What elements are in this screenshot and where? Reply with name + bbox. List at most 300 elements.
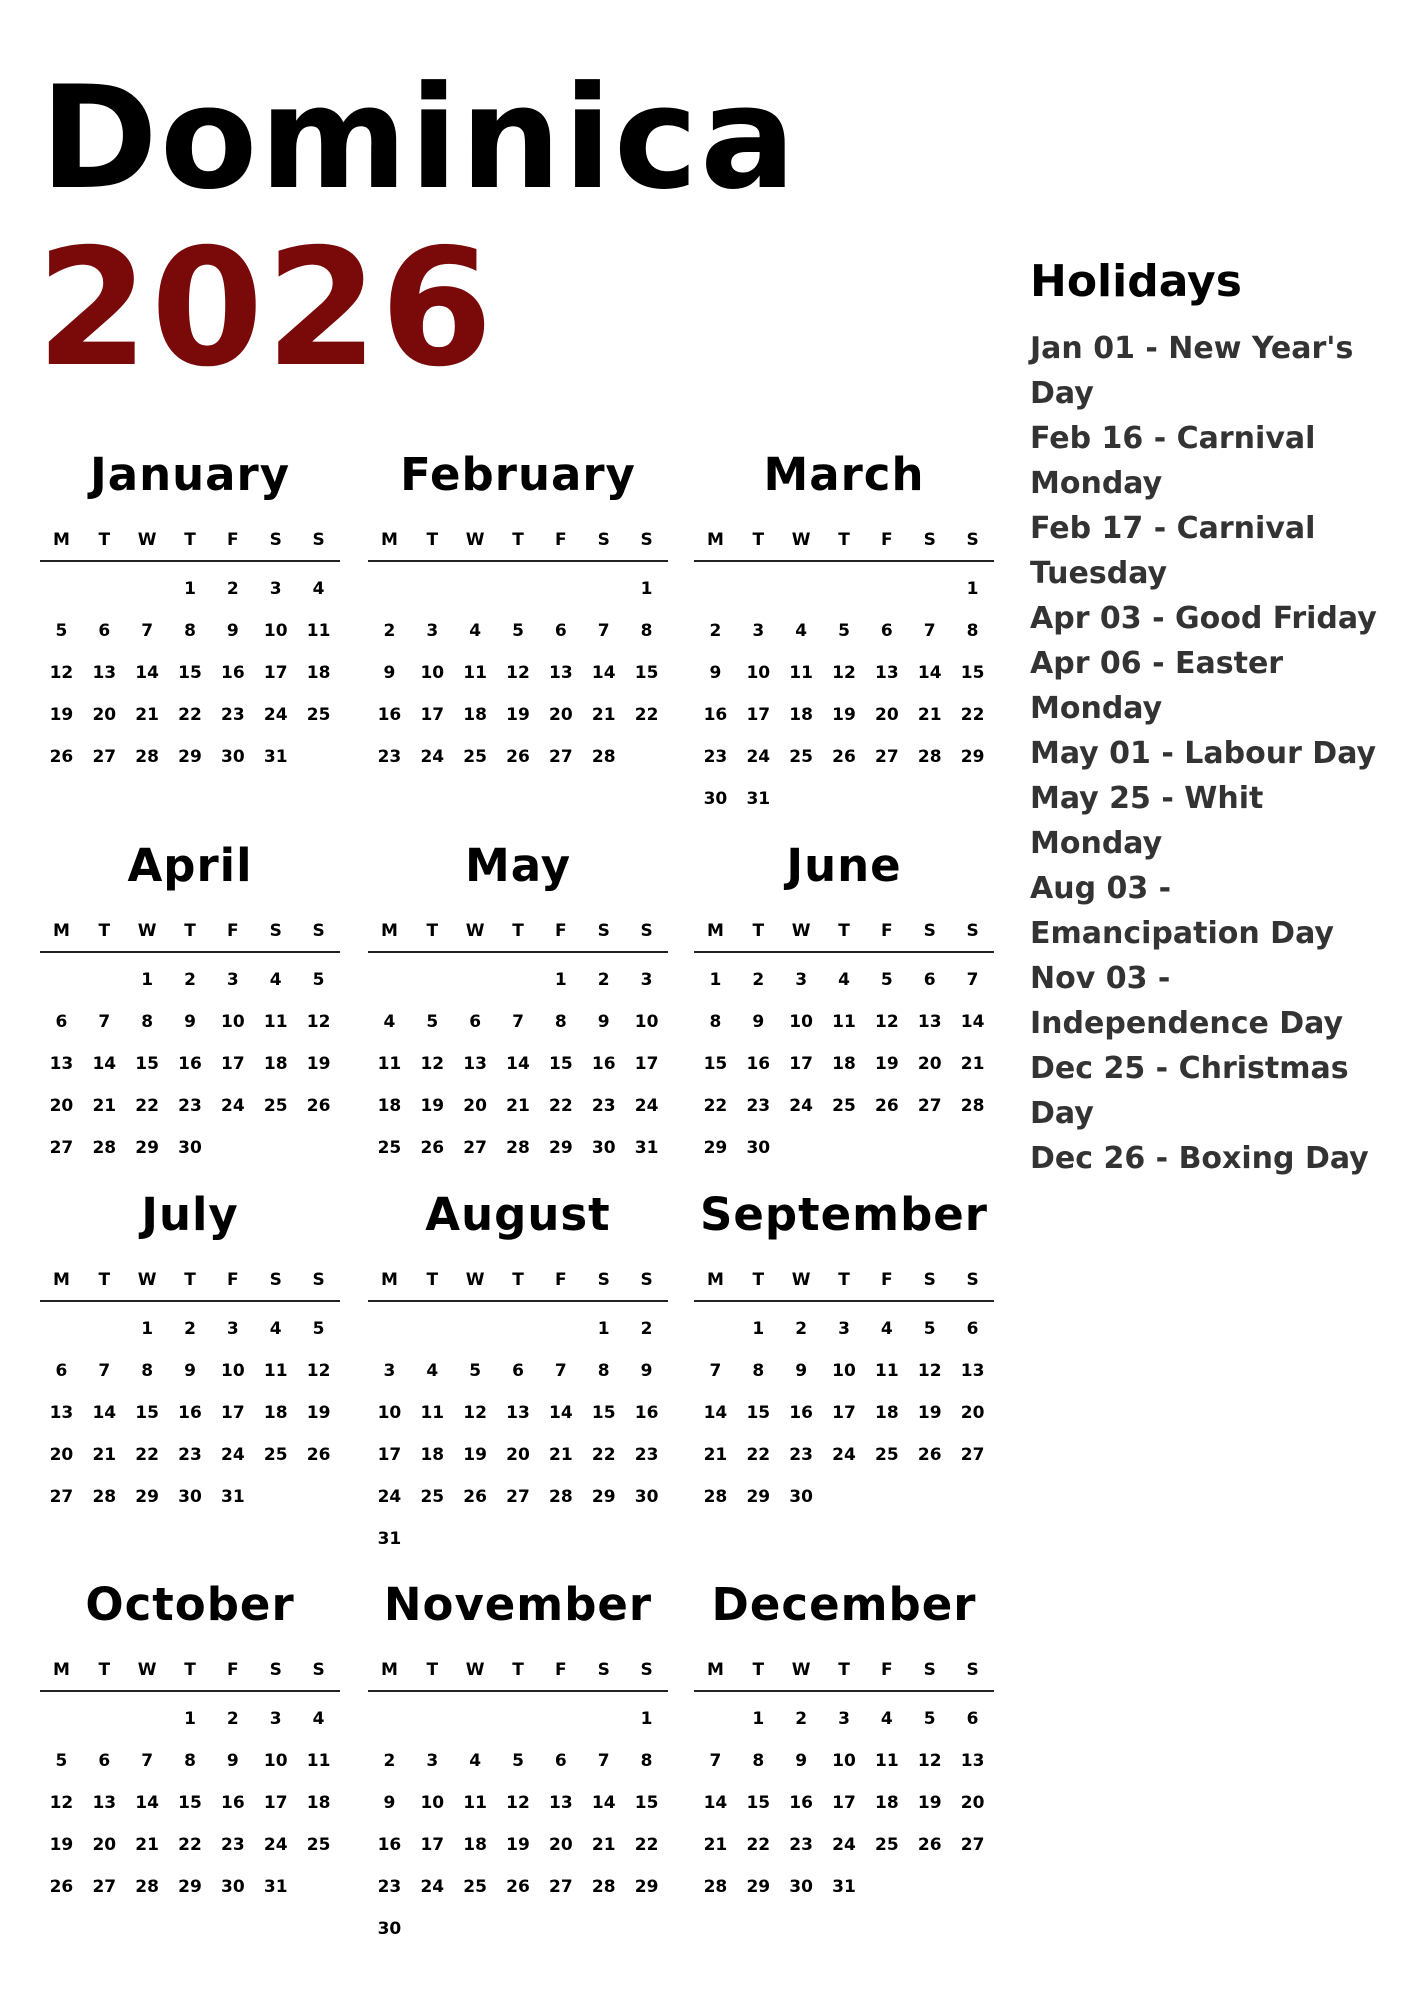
day-cell: 20 [92, 705, 117, 725]
day-cell: 16 [221, 663, 245, 683]
day-cell: 21 [92, 1096, 117, 1116]
day-cell: 4 [469, 1751, 482, 1771]
day-cell: 9 [597, 1012, 610, 1032]
day-cell: 13 [960, 1361, 985, 1381]
day-cell: 9 [226, 621, 239, 641]
weekday-header [368, 1270, 668, 1302]
day-cell: 28 [703, 1877, 728, 1897]
weekday-label: S [640, 1270, 653, 1290]
day-cell: 13 [875, 663, 899, 683]
weekday-header [694, 1660, 994, 1692]
day-cell: 15 [178, 1793, 202, 1813]
weekday-header [694, 921, 994, 953]
weekday-label: F [881, 530, 893, 550]
day-cell: 22 [960, 705, 985, 725]
weekday-label: S [269, 530, 282, 550]
day-cell: 2 [795, 1319, 808, 1339]
weekday-label: S [597, 1660, 610, 1680]
weekday-label: W [791, 921, 811, 941]
day-cell: 4 [469, 621, 482, 641]
day-cell: 24 [221, 1096, 245, 1116]
day-cell: 2 [184, 970, 196, 990]
day-cell: 3 [426, 1751, 439, 1771]
day-grid [40, 568, 340, 778]
weekday-label: T [838, 530, 850, 550]
day-cell: 16 [789, 1793, 813, 1813]
weekday-label: T [838, 1660, 850, 1680]
day-cell: 18 [263, 1054, 288, 1074]
month-name: August [425, 1188, 611, 1241]
day-cell: 6 [966, 1709, 979, 1729]
day-cell: 5 [512, 1751, 524, 1771]
day-cell: 7 [98, 1361, 111, 1381]
day-cell: 29 [591, 1487, 616, 1507]
day-cell: 28 [917, 747, 942, 767]
day-cell: 30 [746, 1138, 771, 1158]
weekday-label: W [465, 1270, 485, 1290]
day-cell: 30 [703, 789, 728, 809]
day-cell: 13 [549, 663, 573, 683]
day-cell: 16 [703, 705, 728, 725]
day-cell: 19 [917, 1403, 942, 1423]
day-cell: 22 [634, 705, 659, 725]
day-cell: 7 [923, 621, 936, 641]
day-cell: 15 [549, 1054, 573, 1074]
day-cell: 20 [960, 1793, 985, 1813]
weekday-label: F [555, 921, 567, 941]
day-cell: 23 [377, 1877, 402, 1897]
month-name: December [711, 1578, 977, 1631]
day-cell: 29 [634, 1877, 659, 1897]
day-cell: 10 [420, 1793, 445, 1813]
day-cell: 12 [463, 1403, 487, 1423]
day-cell: 13 [92, 1793, 117, 1813]
day-cell: 8 [752, 1361, 765, 1381]
weekday-label: S [597, 530, 610, 550]
day-grid [694, 1308, 994, 1518]
weekday-label: T [752, 530, 765, 550]
day-cell: 8 [709, 1012, 722, 1032]
day-cell: 13 [960, 1751, 985, 1771]
day-cell: 16 [634, 1403, 659, 1423]
weekday-label: S [312, 530, 325, 550]
day-cell: 14 [591, 663, 616, 683]
day-cell: 13 [549, 1793, 573, 1813]
day-cell: 28 [960, 1096, 985, 1116]
day-cell: 5 [923, 1319, 936, 1339]
day-cell: 19 [917, 1793, 942, 1813]
month-january [40, 448, 340, 778]
weekday-label: T [512, 530, 524, 550]
day-cell: 1 [597, 1319, 610, 1339]
day-cell: 22 [135, 1096, 159, 1116]
day-cell: 20 [49, 1445, 74, 1465]
day-cell: 25 [875, 1835, 899, 1855]
month-name: February [400, 448, 636, 501]
day-cell: 30 [591, 1138, 616, 1158]
day-cell: 9 [184, 1012, 196, 1032]
day-cell: 1 [184, 1709, 196, 1729]
day-cell: 16 [178, 1403, 202, 1423]
day-cell: 23 [178, 1096, 202, 1116]
day-cell: 6 [966, 1319, 979, 1339]
day-cell: 27 [960, 1445, 985, 1465]
day-cell: 16 [221, 1793, 245, 1813]
weekday-header [40, 1660, 340, 1692]
day-cell: 22 [178, 705, 202, 725]
day-cell: 22 [591, 1445, 616, 1465]
weekday-label: S [966, 921, 979, 941]
day-cell: 21 [703, 1835, 728, 1855]
day-cell: 24 [263, 705, 288, 725]
day-cell: 25 [263, 1096, 288, 1116]
day-cell: 10 [746, 663, 771, 683]
day-cell: 10 [263, 1751, 288, 1771]
day-cell: 28 [703, 1487, 728, 1507]
day-cell: 21 [960, 1054, 985, 1074]
day-cell: 2 [795, 1709, 808, 1729]
day-cell: 27 [506, 1487, 530, 1507]
month-december [694, 1578, 994, 1908]
day-cell: 19 [463, 1445, 487, 1465]
weekday-label: F [227, 1660, 239, 1680]
day-cell: 6 [55, 1012, 68, 1032]
weekday-label: S [640, 921, 653, 941]
holiday-item: Dec 26 - Boxing Day [1030, 1141, 1369, 1177]
month-august [368, 1188, 668, 1560]
month-june [694, 839, 994, 1169]
weekday-label: T [838, 1270, 850, 1290]
day-cell: 17 [221, 1403, 245, 1423]
day-cell: 7 [98, 1012, 111, 1032]
day-cell: 7 [709, 1751, 722, 1771]
day-grid [368, 1698, 668, 1950]
month-name: June [786, 839, 902, 892]
day-cell: 31 [221, 1487, 245, 1507]
day-cell: 19 [832, 705, 856, 725]
day-cell: 27 [463, 1138, 487, 1158]
holiday-item: Feb 17 - Carnival Tuesday [1030, 511, 1316, 592]
day-cell: 23 [591, 1096, 616, 1116]
weekday-label: T [838, 921, 850, 941]
day-cell: 18 [463, 1835, 487, 1855]
day-cell: 16 [789, 1403, 813, 1423]
weekday-label: T [752, 921, 765, 941]
weekday-label: T [512, 1270, 524, 1290]
day-cell: 3 [640, 970, 653, 990]
day-cell: 10 [832, 1361, 856, 1381]
day-cell: 13 [917, 1012, 942, 1032]
day-cell: 6 [98, 621, 111, 641]
day-cell: 25 [306, 1835, 331, 1855]
day-cell: 23 [377, 747, 402, 767]
weekday-label: T [426, 530, 439, 550]
day-cell: 6 [512, 1361, 524, 1381]
weekday-label: S [640, 530, 653, 550]
month-name: April [127, 839, 253, 892]
day-cell: 5 [312, 970, 325, 990]
day-cell: 12 [420, 1054, 445, 1074]
day-cell: 1 [184, 579, 196, 599]
day-cell: 16 [377, 1835, 402, 1855]
day-cell: 3 [838, 1709, 850, 1729]
month-name: November [383, 1578, 653, 1631]
day-cell: 18 [875, 1793, 899, 1813]
day-cell: 19 [506, 1835, 530, 1855]
day-cell: 25 [306, 705, 331, 725]
weekday-label: M [706, 1660, 724, 1680]
day-cell: 6 [98, 1751, 111, 1771]
holidays-panel [1030, 258, 1390, 1181]
weekday-label: T [184, 1660, 196, 1680]
day-cell: 8 [752, 1751, 765, 1771]
day-cell: 22 [703, 1096, 728, 1116]
holiday-item: Apr 06 - Easter Monday [1030, 646, 1284, 727]
weekday-label: S [312, 1270, 325, 1290]
holiday-item: Jan 01 - New Year's Day [1030, 331, 1354, 412]
day-cell: 1 [640, 1709, 653, 1729]
day-cell: 1 [141, 970, 154, 990]
weekday-header [40, 530, 340, 562]
day-cell: 10 [221, 1012, 245, 1032]
day-cell: 18 [875, 1403, 899, 1423]
month-name: May [464, 839, 572, 892]
day-cell: 3 [795, 970, 808, 990]
day-cell: 10 [377, 1403, 402, 1423]
day-cell: 9 [383, 1793, 396, 1813]
day-cell: 12 [832, 663, 856, 683]
day-cell: 18 [263, 1403, 288, 1423]
day-cell: 31 [263, 1877, 288, 1897]
holiday-item: Feb 16 - Carnival Monday [1030, 421, 1316, 502]
day-cell: 4 [269, 970, 282, 990]
day-cell: 6 [55, 1361, 68, 1381]
weekday-label: W [465, 530, 485, 550]
day-cell: 8 [640, 1751, 653, 1771]
day-cell: 16 [377, 705, 402, 725]
day-cell: 19 [506, 705, 530, 725]
weekday-label: T [512, 1660, 524, 1680]
day-cell: 21 [917, 705, 942, 725]
day-cell: 30 [377, 1919, 402, 1939]
day-cell: 1 [752, 1709, 765, 1729]
weekday-label: F [881, 1660, 893, 1680]
month-name: July [141, 1188, 239, 1241]
holiday-list [1030, 326, 1390, 1181]
day-cell: 27 [92, 1877, 117, 1897]
day-cell: 28 [135, 747, 159, 767]
day-cell: 28 [549, 1487, 573, 1507]
day-cell: 23 [634, 1445, 659, 1465]
day-cell: 29 [135, 1487, 159, 1507]
weekday-label: W [137, 1270, 157, 1290]
weekday-label: S [312, 1660, 325, 1680]
day-cell: 24 [832, 1835, 856, 1855]
day-cell: 9 [709, 663, 722, 683]
day-cell: 18 [463, 705, 487, 725]
weekday-label: M [380, 1270, 398, 1290]
day-cell: 12 [49, 663, 74, 683]
month-october [40, 1578, 340, 1908]
weekday-label: S [923, 1660, 936, 1680]
weekday-header [368, 921, 668, 953]
day-cell: 17 [789, 1054, 813, 1074]
day-cell: 3 [838, 1319, 850, 1339]
day-cell: 4 [269, 1319, 282, 1339]
day-cell: 26 [832, 747, 856, 767]
day-grid [694, 959, 994, 1169]
day-cell: 5 [923, 1709, 936, 1729]
day-cell: 18 [306, 1793, 331, 1813]
day-cell: 14 [92, 1403, 117, 1423]
day-cell: 8 [141, 1361, 154, 1381]
weekday-label: T [426, 1270, 439, 1290]
day-cell: 17 [832, 1793, 856, 1813]
weekday-label: W [137, 1660, 157, 1680]
day-cell: 15 [634, 1793, 659, 1813]
day-cell: 29 [703, 1138, 728, 1158]
day-cell: 20 [549, 705, 573, 725]
weekday-header [40, 921, 340, 953]
weekday-label: M [52, 921, 70, 941]
day-cell: 29 [746, 1487, 771, 1507]
day-cell: 28 [591, 1877, 616, 1897]
day-cell: 30 [789, 1877, 813, 1897]
month-name: March [763, 448, 925, 501]
day-cell: 17 [377, 1445, 402, 1465]
day-cell: 19 [875, 1054, 899, 1074]
weekday-label: F [555, 1270, 567, 1290]
day-cell: 25 [377, 1138, 402, 1158]
day-cell: 17 [263, 1793, 288, 1813]
day-cell: 24 [789, 1096, 813, 1116]
day-cell: 31 [263, 747, 288, 767]
weekday-label: W [791, 530, 811, 550]
weekday-header [694, 530, 994, 562]
day-cell: 30 [221, 1877, 245, 1897]
day-cell: 2 [752, 970, 765, 990]
day-cell: 13 [506, 1403, 530, 1423]
day-cell: 18 [377, 1096, 402, 1116]
weekday-label: M [706, 530, 724, 550]
day-cell: 12 [917, 1361, 942, 1381]
day-cell: 13 [49, 1403, 74, 1423]
day-cell: 15 [703, 1054, 728, 1074]
weekday-label: F [227, 921, 239, 941]
month-september [694, 1188, 994, 1518]
weekday-label: T [98, 921, 111, 941]
day-cell: 1 [640, 579, 653, 599]
day-cell: 22 [634, 1835, 659, 1855]
weekday-label: S [966, 1660, 979, 1680]
day-cell: 21 [92, 1445, 117, 1465]
day-cell: 5 [312, 1319, 325, 1339]
weekday-label: T [426, 1660, 439, 1680]
holidays-title: Holidays [1030, 256, 1242, 307]
weekday-label: S [312, 921, 325, 941]
day-cell: 13 [463, 1054, 487, 1074]
day-cell: 17 [420, 1835, 445, 1855]
weekday-label: T [512, 921, 524, 941]
weekday-label: M [52, 1270, 70, 1290]
day-cell: 14 [703, 1793, 728, 1813]
weekday-label: F [555, 1660, 567, 1680]
weekday-label: M [52, 530, 70, 550]
day-cell: 7 [554, 1361, 567, 1381]
day-cell: 21 [591, 705, 616, 725]
day-cell: 15 [135, 1054, 159, 1074]
day-cell: 5 [880, 970, 893, 990]
weekday-header [40, 1270, 340, 1302]
holiday-item: Dec 25 - Christmas Day [1030, 1051, 1349, 1132]
day-cell: 6 [554, 1751, 567, 1771]
day-cell: 11 [377, 1054, 402, 1074]
month-july [40, 1188, 340, 1518]
day-cell: 24 [377, 1487, 402, 1507]
day-cell: 28 [506, 1138, 530, 1158]
day-cell: 11 [263, 1361, 288, 1381]
day-cell: 7 [597, 621, 610, 641]
day-cell: 29 [549, 1138, 573, 1158]
day-cell: 9 [640, 1361, 653, 1381]
month-name: September [700, 1188, 988, 1241]
day-cell: 24 [420, 747, 445, 767]
month-name: October [85, 1578, 295, 1631]
day-cell: 10 [221, 1361, 245, 1381]
day-cell: 21 [506, 1096, 530, 1116]
day-cell: 9 [752, 1012, 765, 1032]
weekday-label: S [923, 921, 936, 941]
day-cell: 14 [506, 1054, 530, 1074]
day-cell: 23 [789, 1835, 813, 1855]
day-cell: 10 [263, 621, 288, 641]
day-cell: 14 [960, 1012, 985, 1032]
holiday-item: Nov 03 - Independence Day [1030, 961, 1344, 1042]
day-cell: 9 [184, 1361, 196, 1381]
day-cell: 20 [960, 1403, 985, 1423]
day-cell: 30 [221, 747, 245, 767]
day-cell: 7 [966, 970, 979, 990]
day-cell: 4 [880, 1709, 893, 1729]
day-cell: 12 [506, 663, 530, 683]
day-cell: 27 [875, 747, 899, 767]
day-cell: 19 [49, 705, 74, 725]
weekday-label: S [966, 1270, 979, 1290]
day-cell: 5 [55, 621, 68, 641]
day-cell: 14 [591, 1793, 616, 1813]
day-cell: 9 [226, 1751, 239, 1771]
day-cell: 18 [789, 705, 813, 725]
day-cell: 31 [377, 1529, 402, 1549]
day-cell: 3 [383, 1361, 396, 1381]
day-cell: 10 [832, 1751, 856, 1771]
day-cell: 5 [838, 621, 850, 641]
day-cell: 12 [306, 1361, 331, 1381]
month-november [368, 1578, 668, 1950]
day-cell: 25 [463, 1877, 487, 1897]
day-cell: 4 [880, 1319, 893, 1339]
day-cell: 21 [549, 1445, 573, 1465]
day-cell: 16 [591, 1054, 616, 1074]
day-cell: 22 [746, 1445, 771, 1465]
day-cell: 2 [226, 1709, 239, 1729]
day-cell: 19 [49, 1835, 74, 1855]
weekday-label: T [426, 921, 439, 941]
day-cell: 9 [795, 1361, 808, 1381]
country-title: Dominica [40, 56, 798, 221]
day-cell: 1 [141, 1319, 154, 1339]
day-cell: 20 [917, 1054, 942, 1074]
